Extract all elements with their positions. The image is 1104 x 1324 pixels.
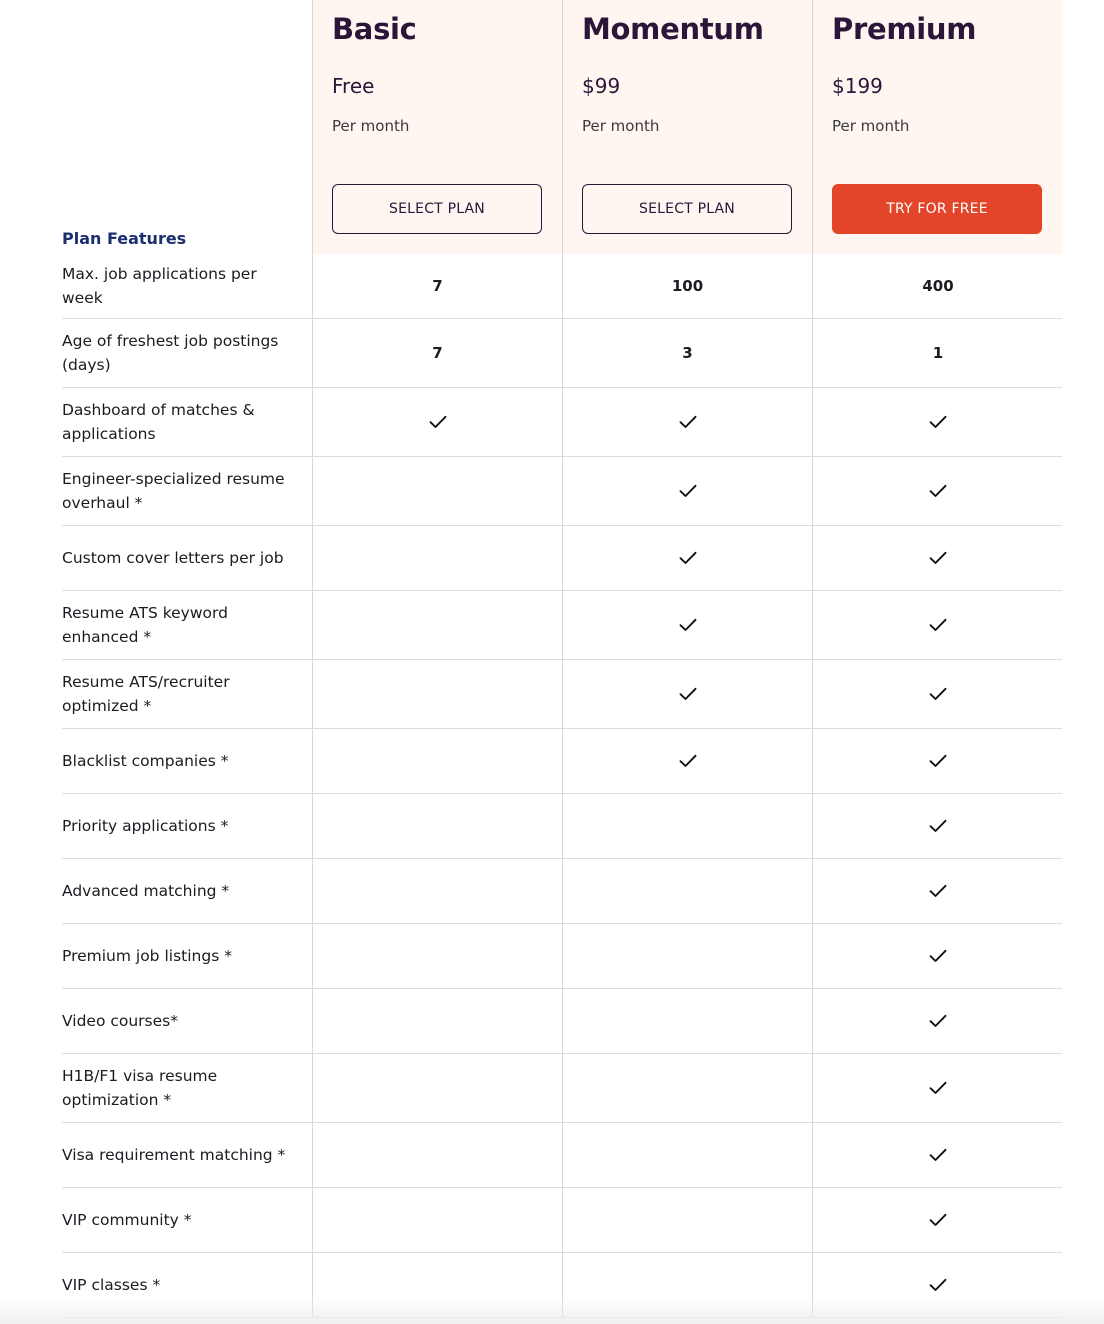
checkmark-icon: [562, 729, 812, 793]
checkmark-icon: [812, 1188, 1063, 1252]
empty-cell: [562, 859, 812, 923]
empty-cell: [562, 1123, 812, 1187]
feature-label: Engineer-specialized resume overhaul *: [62, 470, 285, 512]
feature-label: Blacklist companies *: [62, 752, 229, 770]
feature-label: Resume ATS/recruiter optimized *: [62, 673, 230, 715]
feature-row: [62, 729, 1062, 794]
checkmark-icon: [562, 388, 812, 456]
checkmark-icon: [312, 388, 562, 456]
empty-cell: [312, 526, 562, 590]
checkmark-icon: [812, 457, 1063, 525]
plan-period: Per month: [332, 117, 410, 135]
empty-cell: [312, 794, 562, 858]
empty-cell: [312, 660, 562, 728]
bottom-fade: [0, 1298, 1104, 1324]
feature-value: 7: [312, 319, 562, 387]
feature-value: 100: [562, 254, 812, 318]
plan-name: Premium: [832, 12, 977, 46]
feature-row: [62, 1054, 1062, 1123]
feature-row: [62, 591, 1062, 660]
checkmark-icon: [812, 1123, 1063, 1187]
feature-label: VIP classes *: [62, 1276, 161, 1294]
empty-cell: [312, 591, 562, 659]
checkmark-icon: [812, 388, 1063, 456]
empty-cell: [312, 729, 562, 793]
feature-row: [62, 859, 1062, 924]
empty-cell: [312, 1123, 562, 1187]
checkmark-icon: [562, 591, 812, 659]
feature-rows: [62, 254, 1062, 1318]
empty-cell: [562, 794, 812, 858]
empty-cell: [312, 1188, 562, 1252]
empty-cell: [312, 1054, 562, 1122]
feature-label: H1B/F1 visa resume optimization *: [62, 1067, 218, 1109]
feature-label: Max. job applications per week: [62, 265, 257, 307]
feature-label: Visa requirement matching *: [62, 1146, 286, 1164]
feature-row: [62, 457, 1062, 526]
empty-cell: [562, 989, 812, 1053]
plan-header-premium: [812, 0, 1063, 254]
plan-price: Free: [332, 74, 375, 98]
feature-label: Priority applications *: [62, 817, 229, 835]
plan-features-heading: Plan Features: [62, 229, 187, 248]
empty-cell: [312, 989, 562, 1053]
checkmark-icon: [812, 924, 1063, 988]
plan-name: Momentum: [582, 12, 764, 46]
feature-label: Resume ATS keyword enhanced *: [62, 604, 228, 646]
feature-label: Age of freshest job postings (days): [62, 332, 279, 374]
checkmark-icon: [812, 989, 1063, 1053]
feature-label: Advanced matching *: [62, 882, 230, 900]
select-plan-momentum-button[interactable]: SELECT PLAN: [582, 184, 792, 234]
empty-cell: [312, 924, 562, 988]
checkmark-icon: [562, 660, 812, 728]
plan-period: Per month: [832, 117, 910, 135]
feature-row: [62, 254, 1062, 319]
feature-value: 1: [812, 319, 1063, 387]
empty-cell: [312, 859, 562, 923]
feature-value: 7: [312, 254, 562, 318]
feature-row: [62, 1188, 1062, 1253]
feature-label: Custom cover letters per job: [62, 549, 284, 567]
feature-label: Dashboard of matches & applications: [62, 401, 255, 443]
feature-label: VIP community *: [62, 1211, 192, 1229]
feature-value: 400: [812, 254, 1063, 318]
plan-price: $99: [582, 74, 621, 98]
plan-period: Per month: [582, 117, 660, 135]
empty-cell: [312, 457, 562, 525]
empty-cell: [562, 1188, 812, 1252]
feature-row: [62, 1123, 1062, 1188]
plan-header-momentum: [562, 0, 812, 254]
feature-row: [62, 924, 1062, 989]
feature-row: [62, 794, 1062, 859]
feature-row: [62, 660, 1062, 729]
select-plan-basic-button[interactable]: SELECT PLAN: [332, 184, 542, 234]
checkmark-icon: [812, 859, 1063, 923]
checkmark-icon: [812, 660, 1063, 728]
feature-label: Premium job listings *: [62, 947, 232, 965]
feature-row: [62, 526, 1062, 591]
empty-cell: [562, 924, 812, 988]
checkmark-icon: [812, 526, 1063, 590]
plan-header-basic: [312, 0, 562, 254]
checkmark-icon: [812, 794, 1063, 858]
feature-row: [62, 388, 1062, 457]
checkmark-icon: [562, 526, 812, 590]
try-for-free-button[interactable]: TRY FOR FREE: [832, 184, 1042, 234]
feature-label: Video courses*: [62, 1012, 178, 1030]
feature-value: 3: [562, 319, 812, 387]
checkmark-icon: [812, 729, 1063, 793]
feature-row: [62, 989, 1062, 1054]
feature-row: [62, 319, 1062, 388]
checkmark-icon: [812, 1054, 1063, 1122]
checkmark-icon: [562, 457, 812, 525]
checkmark-icon: [812, 591, 1063, 659]
empty-cell: [562, 1054, 812, 1122]
plan-price: $199: [832, 74, 883, 98]
plan-name: Basic: [332, 12, 417, 46]
